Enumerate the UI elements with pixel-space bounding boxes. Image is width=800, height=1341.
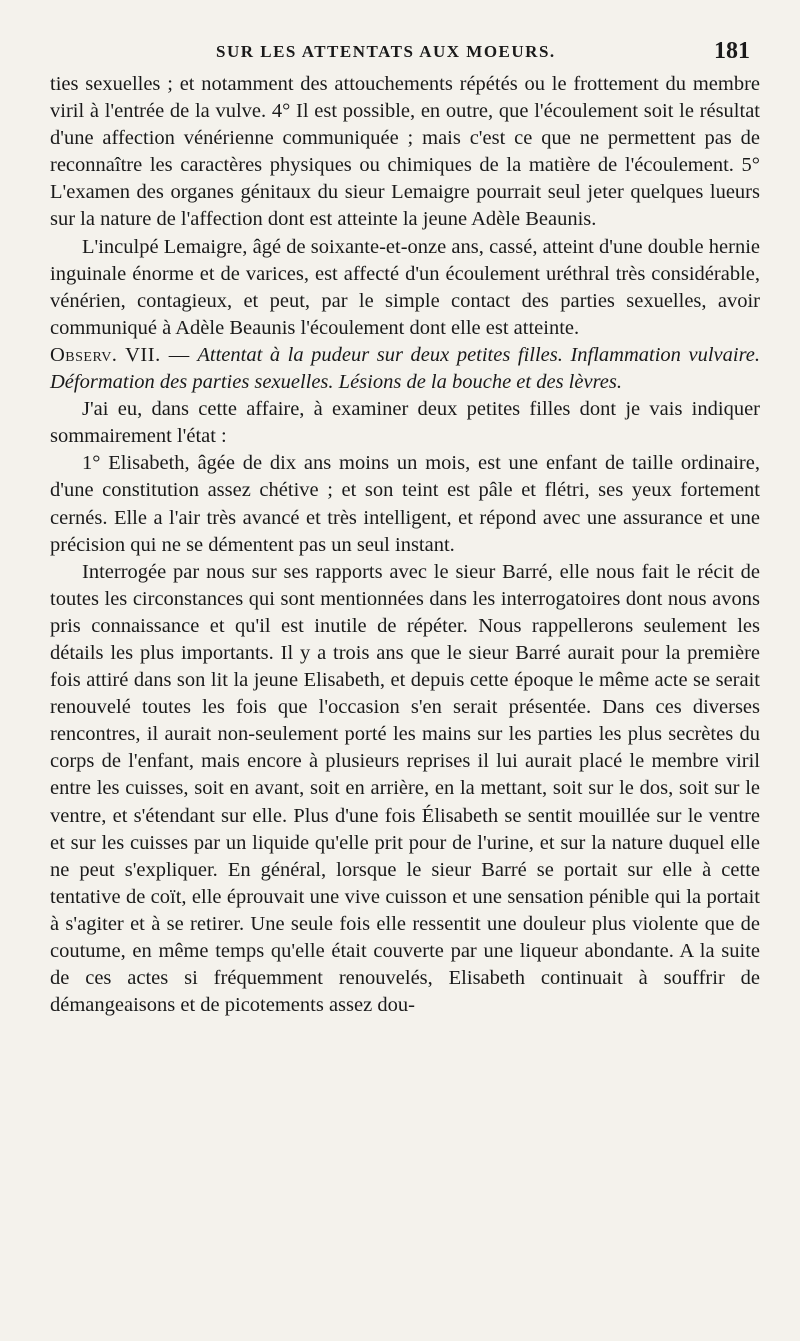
page-header [50,34,760,71]
paragraph-elisabeth: 1° Elisabeth, âgée de dix ans moins un mois, est une enfant de taille ordinaire, d'une constitution assez chétive ; et son teint est pâle et flétri, ses yeux fortement cernés. Elle a l'air très avancé et très intelligent, et répond avec une assurance et une précision qui ne se démentent pas un seul instant. [50,452,760,556]
observation-heading [50,342,760,396]
body-text [50,71,760,1019]
observation-label: Observ. VII. — [50,343,190,366]
observation-title: Attentat à la pudeur sur deux petites filles. Inflammation vulvaire. Déformation des parties sexuelles. Lésions de la bouche et des lèvres. [50,343,761,394]
paragraph-intro: J'ai eu, dans cette affaire, à examiner deux petites filles dont je vais indiquer sommairement l'état : [50,398,760,448]
page-number: 181 [714,38,750,64]
paragraph-interrogee: Interrogée par nous sur ses rapports avec le sieur Barré, elle nous fait le récit de toutes les circonstances qui sont mentionnées dans les interrogatoires dont nous avons pris connaissance et qu'il est inutile de répéter. Nous rappellerons seulement les détails les plus importants. Il y a trois ans que le sieur Barré aurait pour la première fois attiré dans son lit la jeune Elisabeth, et depuis cette époque le même acte se serait renouvelé toutes les fois que l'occasion s'en serait présentée. Dans ces diverses rencontres, il aurait non-seulement porté les mains sur les parties les plus secrètes du corps de l'enfant, mais encore à plusieurs reprises il lui aurait placé le membre viril entre les cuisses, soit en avant, soit en arrière, en la mettant, soit sur le dos, soit sur le ventre, et s'étendant sur elle. Plus d'une fois Élisabeth se sentit mouillée sur le ventre et sur les cuisses par un liquide qu'elle prit pour de l'urine, et sur la nature duquel elle ne peut s'expliquer. En général, lorsque le sieur Barré se portait sur elle à cette tentative de coït, elle éprouvait une vive cuisson et une sensation pénible qui la portait à s'agiter et à se retirer. Une seule fois elle ressentit une douleur plus violente que de coutume, en même temps qu'elle était couverte par une liqueur abondante. A la suite de ces actes si fréquemment renouvelés, Elisabeth continuait à souffrir de démangeaisons et de picotements assez dou- [50,560,760,1017]
paragraph-continued: ties sexuelles ; et notamment des attouchements répétés ou le frottement du membre viril à l'entrée de la vulve. 4° Il est possible, en outre, que l'écoulement soit le résultat d'une affection vénérienne communiquée ; mais c'est ce que ne permettent pas de reconnaître les caractères physiques ou chimiques de la matière de l'écoulement. 5° L'examen des organes génitaux du sieur Lemaigre pourrait seul jeter quelques lueurs sur la nature de l'affection dont est atteinte la jeune Adèle Beaunis. [50,73,760,231]
running-head: SUR LES ATTENTATS AUX MOEURS. [216,42,556,61]
paragraph-inculpe: L'inculpé Lemaigre, âgé de soixante-et-onze ans, cassé, atteint d'une double hernie inguinale énorme et de varices, est affecté d'un écoulement uréthral très considérable, vénérien, contagieux, et peut, par le simple contact des parties sexuelles, avoir communiqué à Adèle Beaunis l'écoulement dont elle est atteinte. [50,235,760,339]
